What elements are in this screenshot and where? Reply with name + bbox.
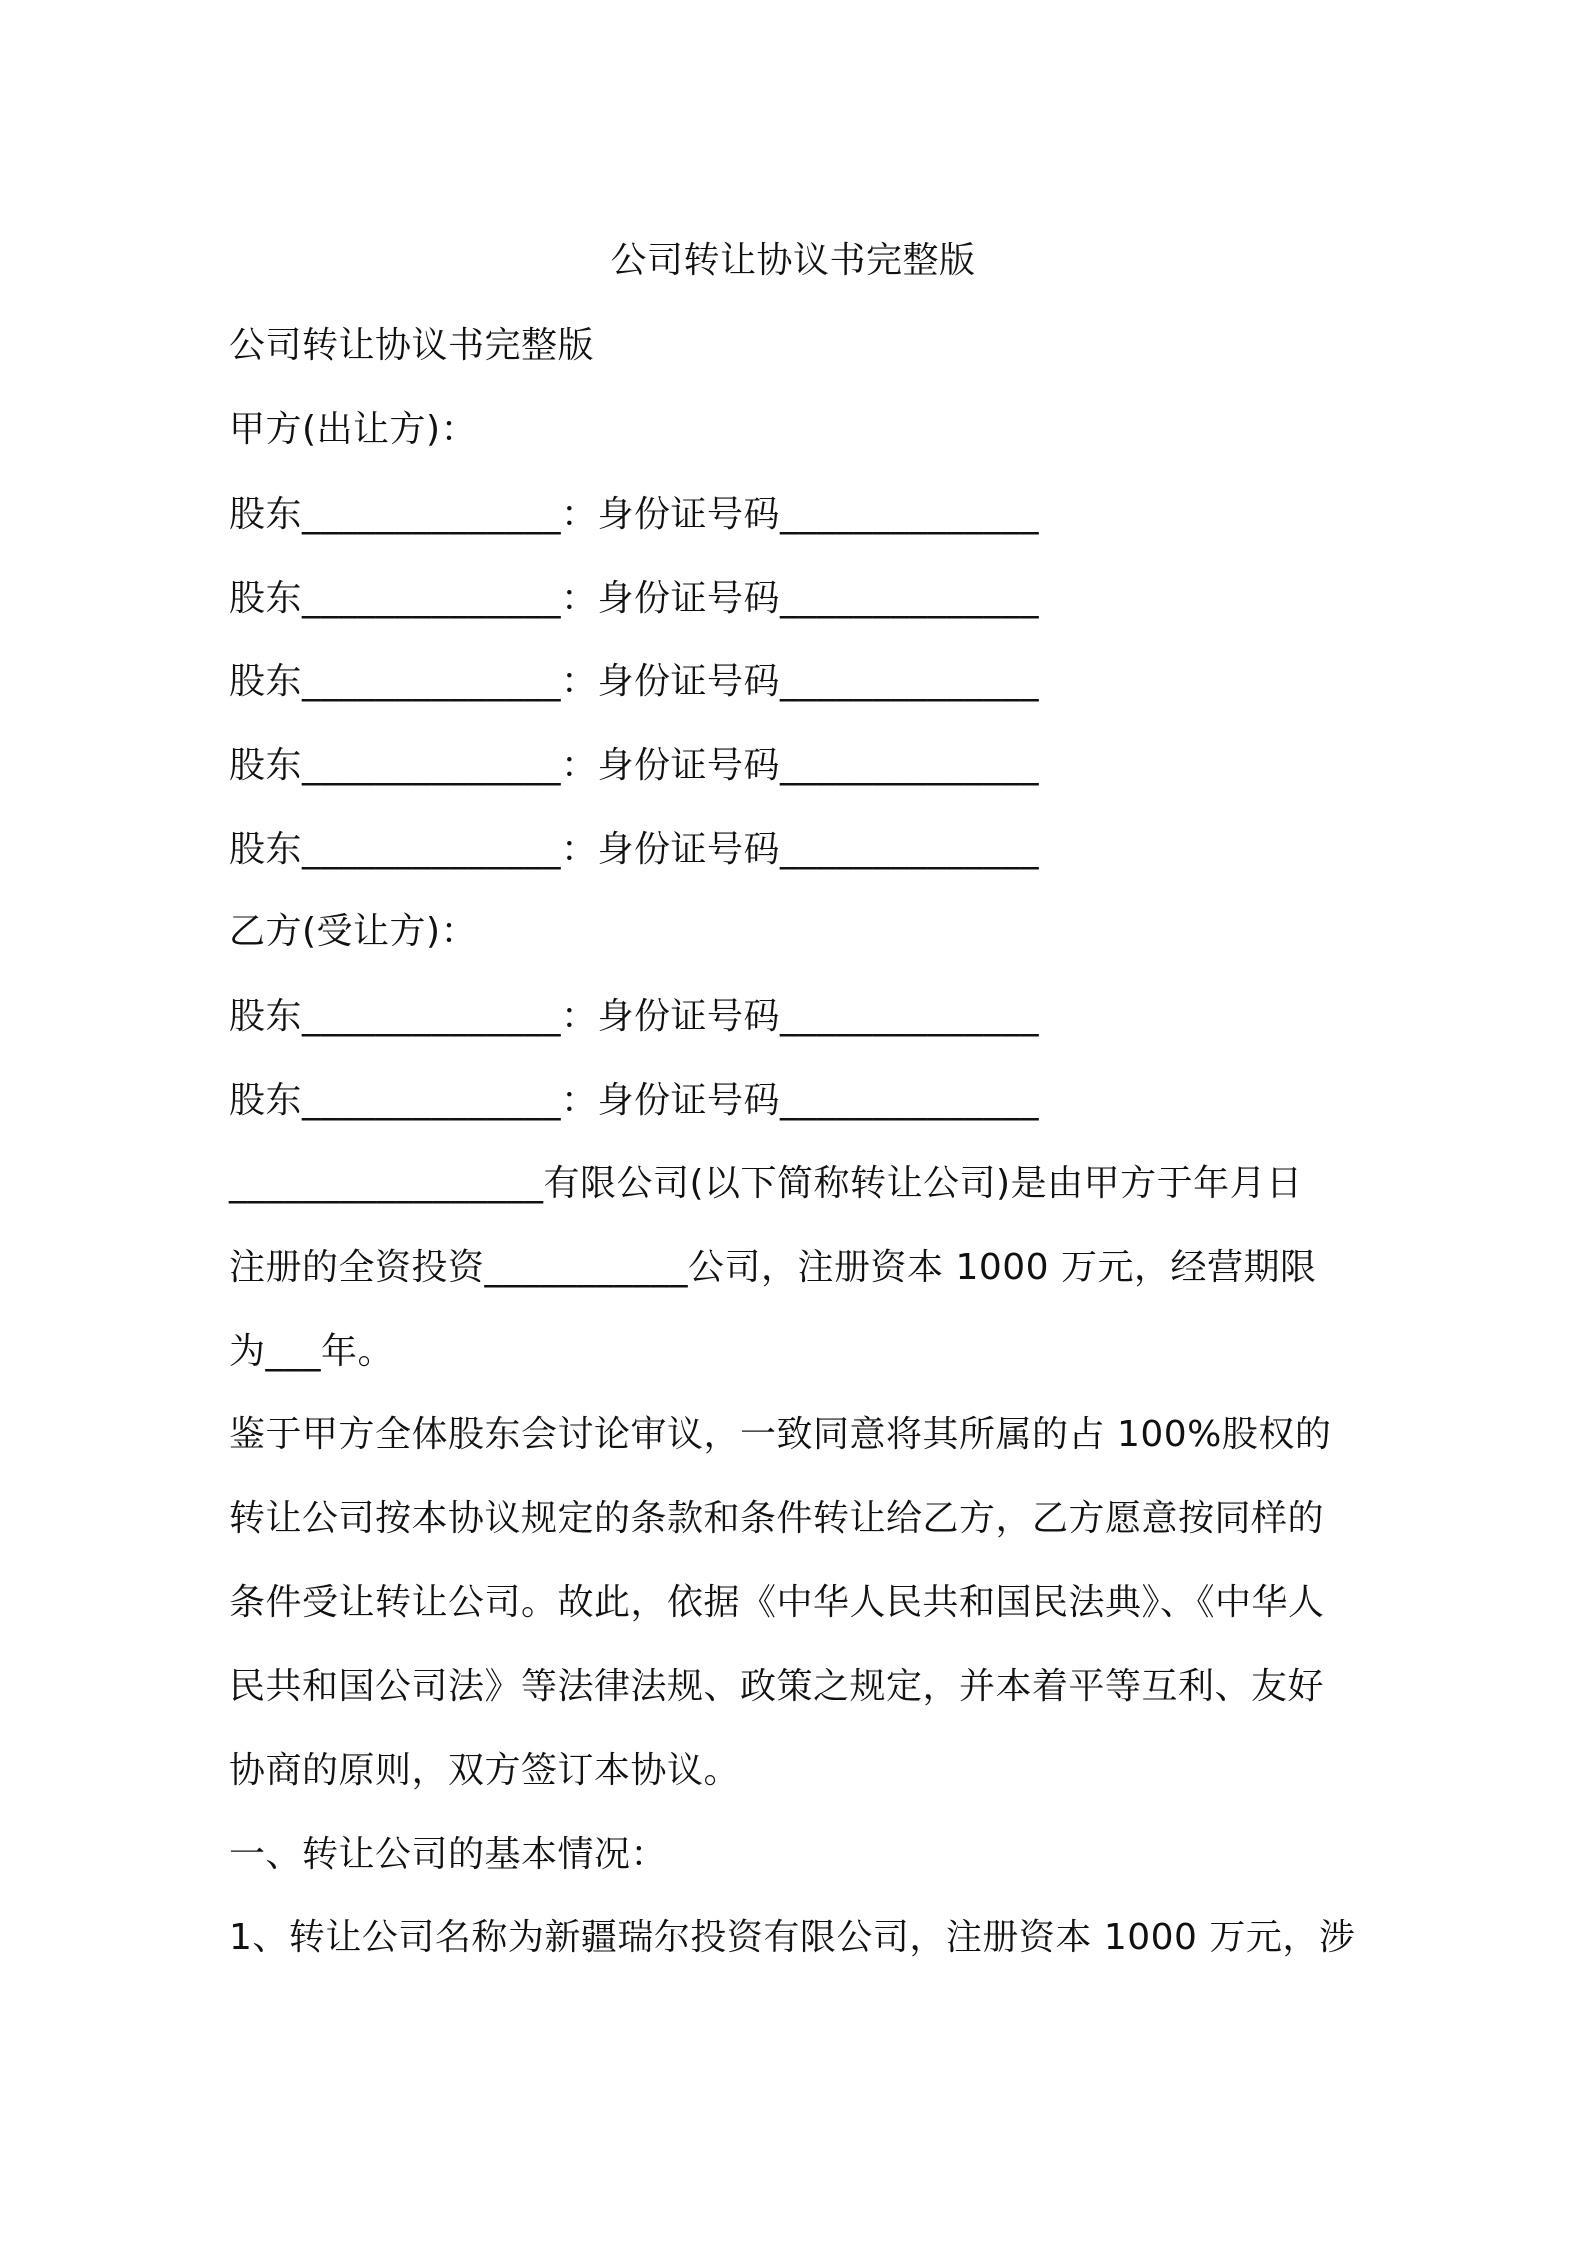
- party-a-heading: 甲方(出让方)：: [229, 409, 478, 450]
- party-b-shareholder-row: 股东______________：身份证号码______________: [229, 996, 1040, 1037]
- recital-line: 转让公司按本协议规定的条款和条件转让给乙方，乙方愿意按同样的: [229, 1498, 1325, 1539]
- intro-line: 注册的全资投资___________公司，注册资本 1000 万元，经营期限: [229, 1247, 1317, 1288]
- document-subtitle: 公司转让协议书完整版: [229, 325, 595, 366]
- recital-line: 协商的原则，双方签订本协议。: [229, 1750, 741, 1791]
- party-a-shareholder-row: 股东______________：身份证号码______________: [229, 578, 1040, 619]
- party-b-shareholder-row: 股东______________：身份证号码______________: [229, 1080, 1040, 1121]
- party-a-shareholder-row: 股东______________：身份证号码______________: [229, 661, 1040, 702]
- intro-line: _________________有限公司(以下简称转让公司)是由甲方于年月日: [229, 1163, 1303, 1204]
- party-a-shareholder-row: 股东______________：身份证号码______________: [229, 745, 1040, 786]
- recital-line: 民共和国公司法》等法律法规、政策之规定，并本着平等互利、友好: [229, 1666, 1325, 1707]
- intro-line: 为___年。: [229, 1331, 395, 1372]
- party-a-shareholder-row: 股东______________：身份证号码______________: [229, 494, 1040, 535]
- section-1-item-1: 1、转让公司名称为新疆瑞尔投资有限公司，注册资本 1000 万元，涉: [229, 1917, 1356, 1958]
- section-1-heading: 一、转让公司的基本情况：: [229, 1834, 668, 1875]
- document-title: 公司转让协议书完整版: [610, 240, 976, 281]
- party-b-heading: 乙方(受让方)：: [229, 911, 478, 952]
- recital-line: 鉴于甲方全体股东会讨论审议，一致同意将其所属的占 100%股权的: [229, 1414, 1332, 1455]
- party-a-shareholder-row: 股东______________：身份证号码______________: [229, 829, 1040, 870]
- recital-line: 条件受让转让公司。故此，依据《中华人民共和国民法典》、《中华人: [229, 1582, 1325, 1623]
